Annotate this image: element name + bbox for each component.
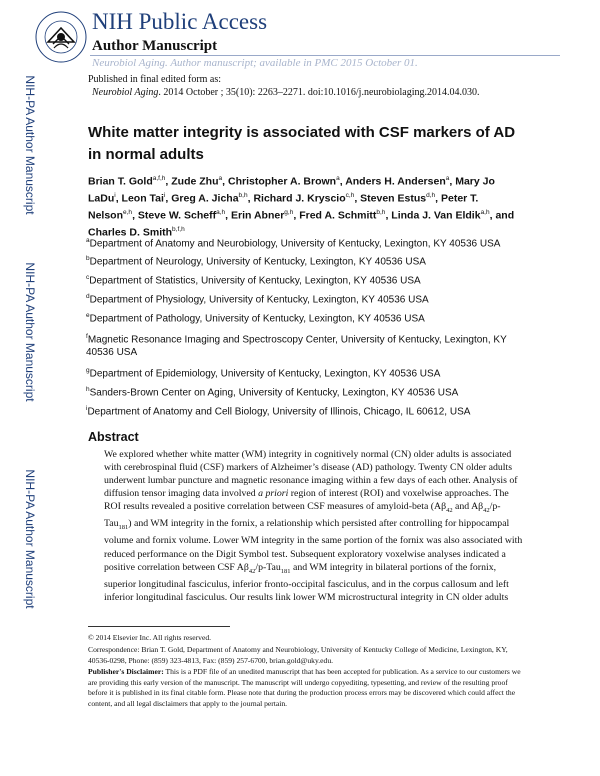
affiliation-mark: c bbox=[86, 274, 90, 281]
affiliation-text: Department of Anatomy and Neurobiology, University of Kentucky, Lexington, KY 40536 USA bbox=[89, 238, 501, 250]
author-separator: , bbox=[222, 175, 228, 188]
author-separator: , bbox=[165, 192, 172, 205]
author-affiliation-mark: d,h bbox=[426, 192, 436, 199]
affiliation-mark: g bbox=[86, 367, 90, 374]
subscript: 42 bbox=[483, 507, 490, 515]
affiliation-text: Department of Statistics, University of Kentucky, Lexington, KY 40536 USA bbox=[89, 275, 421, 287]
author-name: Mary Jo LaDu bbox=[88, 175, 495, 205]
author-affiliation-mark: c,h bbox=[345, 192, 355, 199]
affiliation-mark: a bbox=[86, 237, 90, 244]
abstract-text-4: /p-Tau bbox=[104, 501, 501, 530]
sidebar-label-3: NIH-PA Author Manuscript bbox=[23, 469, 37, 609]
author-affiliation-mark: i bbox=[163, 192, 166, 199]
author-affiliation-mark: a bbox=[445, 175, 450, 182]
author-separator: , bbox=[247, 192, 254, 205]
author-name: Steve W. Scheff bbox=[137, 209, 217, 222]
author-affiliation-mark: e,h bbox=[123, 209, 133, 216]
author-affiliation-mark: a,f,h bbox=[152, 175, 166, 182]
author-name: Anders H. Andersen bbox=[345, 175, 446, 188]
correspondence: Correspondence: Brian T. Gold, Department of Anatomy and Neurobiology, University of Kentucky College of Medicine, Lexington, KY, 40536-0298, Phone: (859) 323-4813, Fax: (859) 257-6700, brian.gold@uky.edu. bbox=[88, 645, 508, 665]
author-name: Charles D. Smith bbox=[88, 226, 173, 239]
affiliation bbox=[86, 383, 526, 399]
author-name: Zude Zhu bbox=[171, 175, 219, 188]
author-affiliation-mark: g,h bbox=[284, 209, 294, 216]
citation-details: . 2014 October ; 35(10): 2263–2271. doi:10.1016/j.neurobiolaging.2014.04.030. bbox=[158, 87, 480, 98]
affiliation-mark: i bbox=[86, 405, 88, 412]
author-separator: , bbox=[385, 209, 392, 222]
author-affiliation-mark: a,h bbox=[480, 209, 490, 216]
affiliation-text: Department of Epidemiology, University of Kentucky, Lexington, KY 40536 USA bbox=[89, 368, 441, 380]
affiliation bbox=[86, 330, 526, 359]
author-name: Greg A. Jicha bbox=[171, 192, 239, 205]
abstract-text-1: We explored whether white matter (WM) integrity in cognitively normal (CN) older adults is associated with cerebrospinal fluid (CSF) markers of Alzheimer’s disease (AD) pathology. Twenty CN older adults underwent lumbar puncture and magnetic resonance imaging within a few days of each other. Analysis of diffusion tensor imaging data involved bbox=[104, 449, 518, 500]
author-affiliation-mark: b,h bbox=[376, 209, 386, 216]
abstract-text-6: /p-Tau bbox=[255, 561, 281, 573]
affiliation bbox=[86, 252, 526, 268]
header-title: NIH Public Access bbox=[92, 9, 268, 34]
affiliation-text: Department of Physiology, University of Kentucky, Lexington, KY 40536 USA bbox=[89, 294, 429, 306]
author-name: Leon Tai bbox=[121, 192, 164, 205]
author-separator: , bbox=[339, 175, 346, 188]
affiliation-text: Magnetic Resonance Imaging and Spectroscopy Center, University of Kentucky, Lexington, KY 40536 USA bbox=[86, 334, 507, 359]
author-list bbox=[88, 172, 518, 240]
author-name: Christopher A. Brown bbox=[227, 175, 337, 188]
affiliation-mark: f bbox=[86, 333, 88, 340]
journal-name: Neurobiol Aging bbox=[92, 87, 159, 98]
affiliation bbox=[86, 309, 526, 325]
footnote-rule bbox=[88, 626, 230, 627]
subscript: 42 bbox=[446, 507, 453, 515]
author-affiliation-mark: a bbox=[218, 175, 223, 182]
sidebar-label-1: NIH-PA Author Manuscript bbox=[23, 75, 37, 215]
author-separator: , bbox=[225, 209, 231, 222]
publication-info bbox=[88, 73, 480, 99]
affiliation bbox=[86, 290, 526, 306]
author-affiliation-mark: a bbox=[336, 175, 340, 182]
author-separator: , bbox=[354, 192, 361, 205]
author-separator: , bbox=[115, 192, 122, 205]
affiliation bbox=[86, 364, 526, 380]
affiliation bbox=[86, 234, 526, 250]
author-name: Erin Abner bbox=[231, 209, 285, 222]
published-line: Published in final edited form as: bbox=[88, 74, 222, 85]
author-affiliation-mark: b,h bbox=[238, 192, 248, 199]
author-name: Steven Estus bbox=[360, 192, 427, 205]
affiliation bbox=[86, 402, 526, 418]
author-name: Linda J. Van Eldik bbox=[391, 209, 481, 222]
abstract-text-5: ) and WM integrity in the fornix, a relationship which persisted after controlling for hippocampal volume and fornix volume. Lower WM integrity in the same portion of the fornix was also associated with reduced performance on the Digit Symbol test. Subsequent exploratory voxelwise analyses indicated a positive correlation between CSF Aβ bbox=[104, 518, 523, 573]
author-name: Fred A. Schmitt bbox=[299, 209, 377, 222]
author-affiliation-mark: b,f,h bbox=[172, 226, 185, 233]
abstract-heading: Abstract bbox=[88, 430, 139, 444]
abstract-italic: a priori bbox=[258, 488, 289, 500]
author-name: Peter T. Nelson bbox=[88, 192, 479, 222]
citation bbox=[88, 86, 480, 99]
author-separator: , bbox=[435, 192, 441, 205]
author-affiliation-mark: a,h bbox=[216, 209, 226, 216]
abstract-text-2: region of interest (ROI) and voxelwise approaches. The ROI results revealed a positive correlation between CSF measures of amyloid-beta (Aβ bbox=[104, 488, 509, 513]
abstract-body bbox=[104, 448, 524, 604]
author-name: Richard J. Kryscio bbox=[253, 192, 346, 205]
publisher-disclaimer bbox=[88, 667, 528, 709]
subscript: 181 bbox=[280, 567, 291, 575]
author-affiliation-mark: i bbox=[114, 192, 116, 199]
copyright: © 2014 Elsevier Inc. All rights reserved. bbox=[88, 633, 212, 642]
author-separator: , bbox=[449, 175, 456, 188]
sidebar bbox=[0, 0, 60, 776]
author-separator: , and bbox=[489, 209, 515, 222]
affiliation-text: Sanders-Brown Center on Aging, University of Kentucky, Lexington, KY 40536 USA bbox=[89, 387, 459, 399]
subscript: 181 bbox=[118, 524, 129, 532]
abstract-text-3: and Aβ bbox=[452, 501, 484, 513]
sidebar-label-2: NIH-PA Author Manuscript bbox=[23, 262, 37, 402]
affiliation-text: Department of Pathology, University of Kentucky, Lexington, KY 40536 USA bbox=[89, 313, 425, 325]
affiliation-mark: d bbox=[86, 293, 90, 300]
author-separator: , bbox=[132, 209, 138, 222]
nih-logo bbox=[34, 10, 88, 64]
affiliation-mark: e bbox=[86, 312, 90, 319]
author-name: Brian T. Gold bbox=[88, 175, 153, 188]
affiliation bbox=[86, 271, 526, 287]
affiliation-mark: h bbox=[86, 386, 90, 393]
article-title: White matter integrity is associated with CSF markers of AD in normal adults bbox=[88, 124, 516, 163]
subscript: 42 bbox=[248, 567, 256, 575]
author-separator: , bbox=[165, 175, 172, 188]
header-rule bbox=[90, 55, 560, 56]
affiliation-mark: b bbox=[86, 255, 90, 262]
header-subtitle: Author Manuscript bbox=[92, 38, 218, 54]
author-separator: , bbox=[293, 209, 300, 222]
disclaimer-label: Publisher's Disclaimer: bbox=[88, 667, 164, 676]
affiliation-text: Department of Neurology, University of Kentucky, Lexington, KY 40536 USA bbox=[89, 256, 426, 268]
availability-note: Neurobiol Aging. Author manuscript; available in PMC 2015 October 01. bbox=[92, 57, 418, 69]
disclaimer-text: This is a PDF file of an unedited manuscript that has been accepted for publication. As a service to our customers we are providing this early version of the manuscript. The manuscript will undergo copyediting, typesetting, and review of the resulting proof before it is published in its final citable form. Please note that during the production process errors may be discovered which could affect the content, and all legal disclaimers that apply to the journal pertain. bbox=[88, 667, 521, 708]
abstract-text-7: and WM integrity in bilateral portions of the fornix, superior longitudinal fasciculus, inferior fronto-occipital fasciculus, and in the corpus callosum and left inferior longitudinal fasciculus. Our results link lower WM microstructural integrity in CN older adults bbox=[104, 561, 509, 603]
affiliation-text: Department of Anatomy and Cell Biology, University of Illinois, Chicago, IL 60612, USA bbox=[87, 406, 471, 418]
